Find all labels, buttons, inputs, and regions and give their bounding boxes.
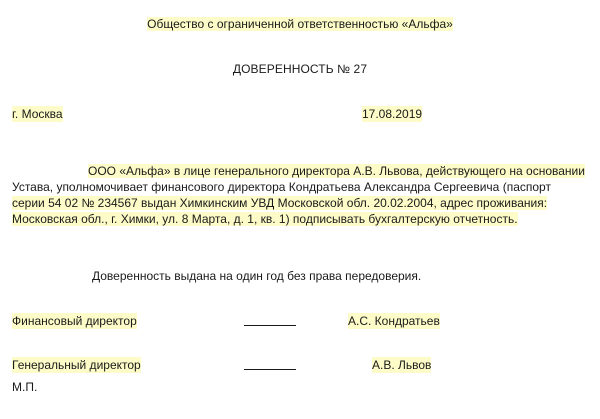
body-line-1 (12, 163, 585, 179)
general-director-name: А.В. Львов (372, 358, 432, 372)
body-line-3 (12, 195, 572, 211)
seal-place-mark: М.П. (12, 380, 38, 394)
document-title: ДОВЕРЕННОСТЬ № 27 (232, 62, 368, 76)
body-line-2: Устава, уполномочивает финансового директора Кондратьева Александра Сергеевича (паспорт (12, 180, 551, 194)
organization-name (0, 16, 600, 32)
validity-statement: Доверенность выдана на один год без права передоверия. (92, 269, 422, 283)
general-director-signature-line (244, 369, 296, 370)
body-line-1-text: ООО «Альфа» в лице генерального директора А.В. Львова, действующего на основании (88, 164, 585, 178)
body-line-4-text: Московская обл., г. Химки, ул. 8 Марта, д. 1, кв. 1) подписывать бухгалтерскую отчетность. (12, 212, 518, 226)
body-paragraph (12, 163, 585, 227)
body-line-3-text: серии 54 02 № 234567 выдан Химкинским УВД Московской обл. 20.02.2004, адрес проживания: (12, 196, 548, 210)
organization-name-text: Общество с ограниченной ответственностью «Альфа» (147, 17, 453, 31)
financial-director-name: А.С. Кондратьев (348, 314, 440, 328)
financial-director-signature-line (244, 325, 296, 326)
body-line-4 (12, 211, 572, 227)
financial-director-role: Финансовый директор (12, 314, 137, 328)
city: г. Москва (12, 107, 63, 121)
document-date: 17.08.2019 (362, 107, 423, 121)
general-director-role: Генеральный директор (12, 358, 141, 372)
